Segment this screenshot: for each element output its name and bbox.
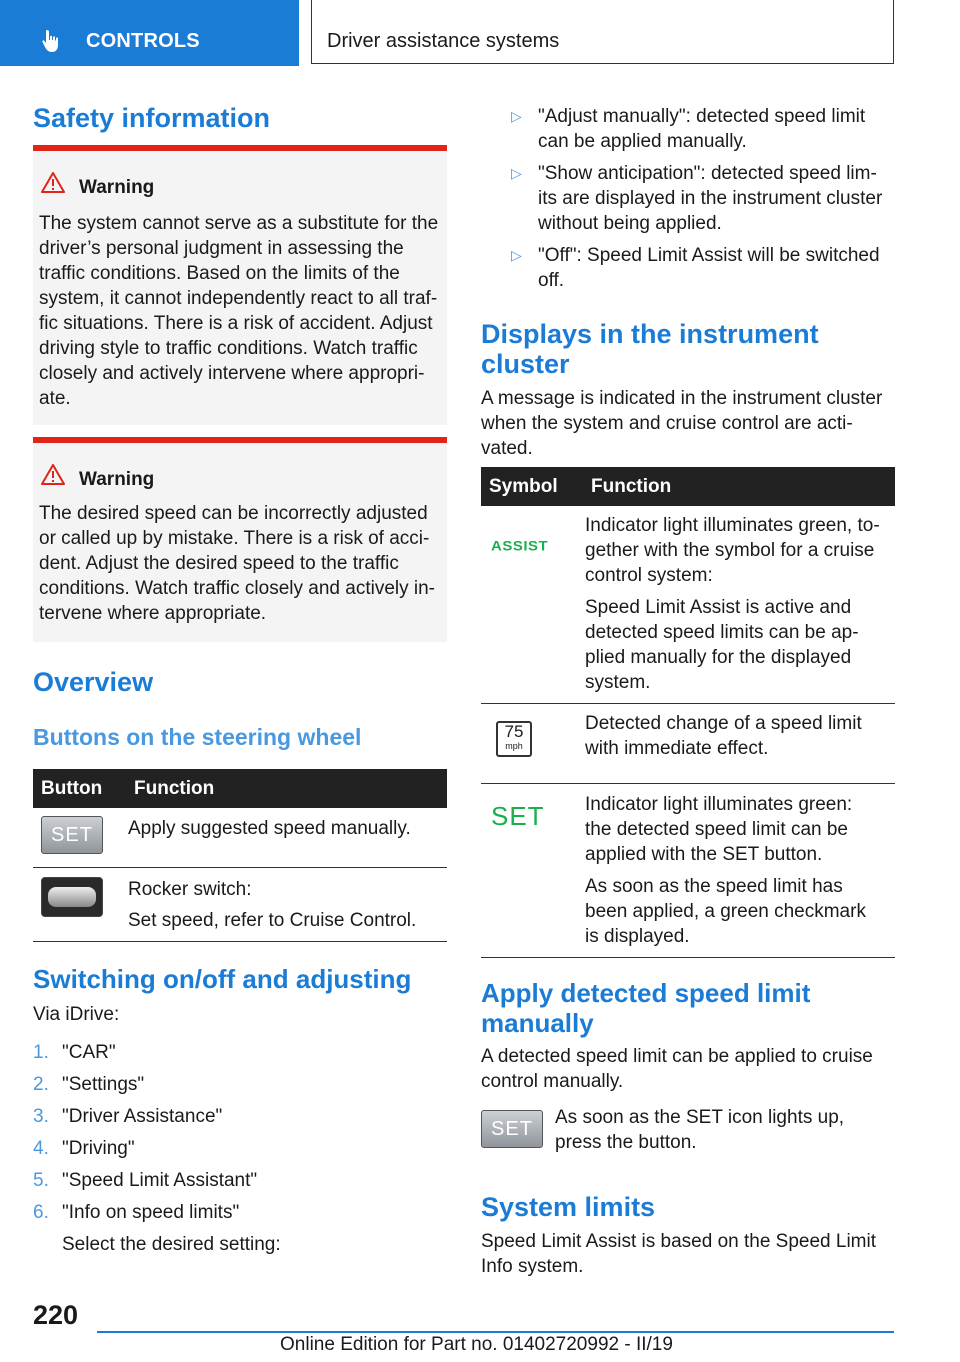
cell-line: Indicator light illuminates green, to- bbox=[585, 515, 880, 536]
list-item bbox=[33, 1197, 281, 1229]
assist-indicator-icon: ASSIST bbox=[491, 538, 549, 555]
text-line: Speed Limit Assist is based on the Speed Limit bbox=[481, 1231, 877, 1252]
triangle-bullet-icon: ▷ bbox=[511, 165, 522, 181]
list-item bbox=[33, 1165, 281, 1197]
cell-line: with immediate effect. bbox=[585, 738, 769, 759]
heading-line: Displays in the instrument bbox=[481, 319, 819, 349]
cell-line: is displayed. bbox=[585, 926, 690, 947]
switching-heading: Switching on/off and adjusting bbox=[33, 964, 412, 994]
cell-line: Speed Limit Assist is active and bbox=[585, 597, 852, 618]
list-item bbox=[33, 1069, 281, 1101]
triangle-bullet-icon: ▷ bbox=[511, 108, 522, 124]
step-label: "Driver Assistance" bbox=[62, 1106, 223, 1127]
step-label: "Info on speed limits" bbox=[62, 1202, 240, 1223]
edition-link[interactable]: Online Edition for Part no. 01402720992 - II/19 bbox=[280, 1334, 673, 1355]
table-row bbox=[33, 808, 447, 868]
step-number: 3. bbox=[33, 1106, 49, 1127]
table-row bbox=[481, 784, 895, 958]
warning-1-line: driver’s personal judgment in assessing the bbox=[39, 238, 404, 259]
list-item bbox=[481, 104, 895, 154]
text-line: A message is indicated in the instrument cluster bbox=[481, 388, 883, 409]
heading-line: cluster bbox=[481, 349, 570, 379]
speed-unit: mph bbox=[505, 741, 523, 751]
warning-box-2 bbox=[33, 437, 447, 642]
text-line: when the system and cruise control are acti- bbox=[481, 413, 853, 434]
set-button-icon: SET bbox=[41, 816, 103, 854]
table-cell bbox=[585, 874, 891, 949]
chapter-title: Driver assistance systems bbox=[327, 30, 560, 52]
warning-2-line: tervene where appropriate. bbox=[39, 603, 267, 624]
buttons-heading: Buttons on the steering wheel bbox=[33, 724, 362, 750]
option-line: off. bbox=[538, 270, 565, 291]
warning-2-line: conditions. Watch traffic closely and actively in- bbox=[39, 578, 436, 599]
warning-box-1 bbox=[33, 145, 447, 425]
list-item bbox=[33, 1037, 281, 1069]
step-number: 5. bbox=[33, 1170, 49, 1191]
list-item bbox=[481, 243, 895, 293]
warning-title-2: Warning bbox=[79, 469, 155, 490]
step-number: 6. bbox=[33, 1202, 49, 1223]
heading-line: manually bbox=[481, 1008, 594, 1038]
displays-text bbox=[481, 386, 882, 461]
triangle-bullet-icon: ▷ bbox=[511, 247, 522, 263]
table-row bbox=[481, 704, 895, 784]
cell-line: control system: bbox=[585, 565, 713, 586]
table-header: Symbol bbox=[481, 467, 583, 506]
cell-line: detected speed limits can be ap- bbox=[585, 622, 859, 643]
table-header: Function bbox=[126, 769, 447, 808]
step-label: "CAR" bbox=[62, 1042, 116, 1063]
overview-heading: Overview bbox=[33, 667, 154, 697]
cell-line: been applied, a green checkmark bbox=[585, 901, 866, 922]
speed-value: 75 bbox=[504, 722, 524, 741]
warning-2-line: The desired speed can be incorrectly adjusted bbox=[39, 503, 428, 524]
list-item bbox=[481, 161, 895, 236]
text-line: Info system. bbox=[481, 1256, 584, 1277]
table-row bbox=[481, 506, 895, 704]
system-limits-heading: System limits bbox=[481, 1192, 656, 1222]
warning-text-2 bbox=[39, 501, 443, 626]
page-number: 220 bbox=[33, 1300, 79, 1330]
steps-list bbox=[33, 1037, 281, 1261]
step-label: "Driving" bbox=[62, 1138, 135, 1159]
warning-title-1: Warning bbox=[79, 177, 155, 198]
set-indicator-icon: SET bbox=[491, 801, 545, 831]
step-number: 2. bbox=[33, 1074, 49, 1095]
warning-1-line: driving style to traffic conditions. Watch traffic bbox=[39, 338, 418, 359]
hand-pointer-icon bbox=[40, 28, 66, 59]
symbol-table bbox=[481, 467, 895, 958]
speed-limit-75-mph-icon bbox=[496, 721, 532, 757]
cell-line: plied manually for the displayed bbox=[585, 647, 852, 668]
warning-2-line: dent. Adjust the desired speed to the traffic bbox=[39, 553, 399, 574]
cell-line: Indicator light illuminates green: bbox=[585, 794, 853, 815]
warning-triangle-icon bbox=[41, 464, 65, 490]
cell-line: the detected speed limit can be bbox=[585, 819, 849, 840]
cell-line: gether with the symbol for a cruise bbox=[585, 540, 875, 561]
buttons-table bbox=[33, 769, 447, 942]
warning-1-line: The system cannot serve as a substitute for the bbox=[39, 213, 439, 234]
apply-text bbox=[481, 1044, 873, 1094]
step-number: 1. bbox=[33, 1042, 49, 1063]
table-header: Button bbox=[33, 769, 126, 808]
via-idrive: Via iDrive: bbox=[33, 1004, 120, 1025]
footer-divider bbox=[97, 1331, 894, 1333]
apply-note bbox=[555, 1105, 844, 1155]
select-setting-note: Select the desired setting: bbox=[62, 1234, 281, 1255]
set-button-icon: SET bbox=[481, 1110, 543, 1148]
system-limits-text bbox=[481, 1229, 876, 1279]
text-line: A detected speed limit can be applied to cruise bbox=[481, 1046, 873, 1067]
option-line: "Off": Speed Limit Assist will be switched bbox=[538, 245, 880, 266]
rocker-switch-icon bbox=[41, 877, 103, 917]
option-line: without being applied. bbox=[538, 213, 722, 234]
step-label: "Settings" bbox=[62, 1074, 145, 1095]
step-number: 4. bbox=[33, 1138, 49, 1159]
table-cell bbox=[585, 595, 891, 695]
option-line: its are displayed in the instrument cluster bbox=[538, 188, 883, 209]
table-cell bbox=[585, 711, 891, 761]
table-cell: Rocker switch: bbox=[128, 879, 252, 900]
warning-triangle-icon bbox=[41, 172, 65, 198]
text-line: vated. bbox=[481, 438, 533, 459]
option-line: "Adjust manually": detected speed limit bbox=[538, 106, 866, 127]
warning-2-line: or called up by mistake. There is a risk of acci- bbox=[39, 528, 430, 549]
table-row bbox=[33, 868, 447, 942]
step-label: "Speed Limit Assistant" bbox=[62, 1170, 258, 1191]
section-tab[interactable] bbox=[0, 0, 299, 66]
list-item bbox=[33, 1229, 281, 1261]
warning-1-line: system, it cannot independently react to all traf- bbox=[39, 288, 438, 309]
cell-line: applied with the SET button. bbox=[585, 844, 823, 865]
warning-text-1 bbox=[39, 211, 443, 411]
section-tab-label: CONTROLS bbox=[86, 30, 200, 52]
table-cell bbox=[585, 513, 891, 588]
list-item bbox=[33, 1133, 281, 1165]
table-header: Function bbox=[583, 467, 895, 506]
settings-options bbox=[481, 104, 895, 300]
warning-1-line: fic situations. There is a risk of accident. Adjust bbox=[39, 313, 433, 334]
cell-line: As soon as the speed limit has bbox=[585, 876, 843, 897]
warning-1-line: ate. bbox=[39, 388, 71, 409]
chapter-header bbox=[311, 0, 894, 64]
cell-line: system. bbox=[585, 672, 651, 693]
safety-heading: Safety information bbox=[33, 103, 271, 133]
cell-line: Detected change of a speed limit bbox=[585, 713, 862, 734]
option-line: can be applied manually. bbox=[538, 131, 747, 152]
warning-1-line: closely and actively intervene where appropri- bbox=[39, 363, 425, 384]
heading-line: Apply detected speed limit bbox=[481, 978, 811, 1008]
table-cell: Apply suggested speed manually. bbox=[128, 818, 411, 839]
option-line: "Show anticipation": detected speed lim- bbox=[538, 163, 877, 184]
text-line: As soon as the SET icon lights up, bbox=[555, 1107, 845, 1128]
warning-1-line: traffic conditions. Based on the limits of the bbox=[39, 263, 400, 284]
apply-heading bbox=[481, 978, 810, 1038]
text-line: control manually. bbox=[481, 1071, 624, 1092]
list-item bbox=[33, 1101, 281, 1133]
table-cell bbox=[585, 792, 891, 867]
displays-heading bbox=[481, 319, 819, 379]
text-line: press the button. bbox=[555, 1132, 697, 1153]
table-cell: Set speed, refer to Cruise Control. bbox=[128, 910, 417, 931]
